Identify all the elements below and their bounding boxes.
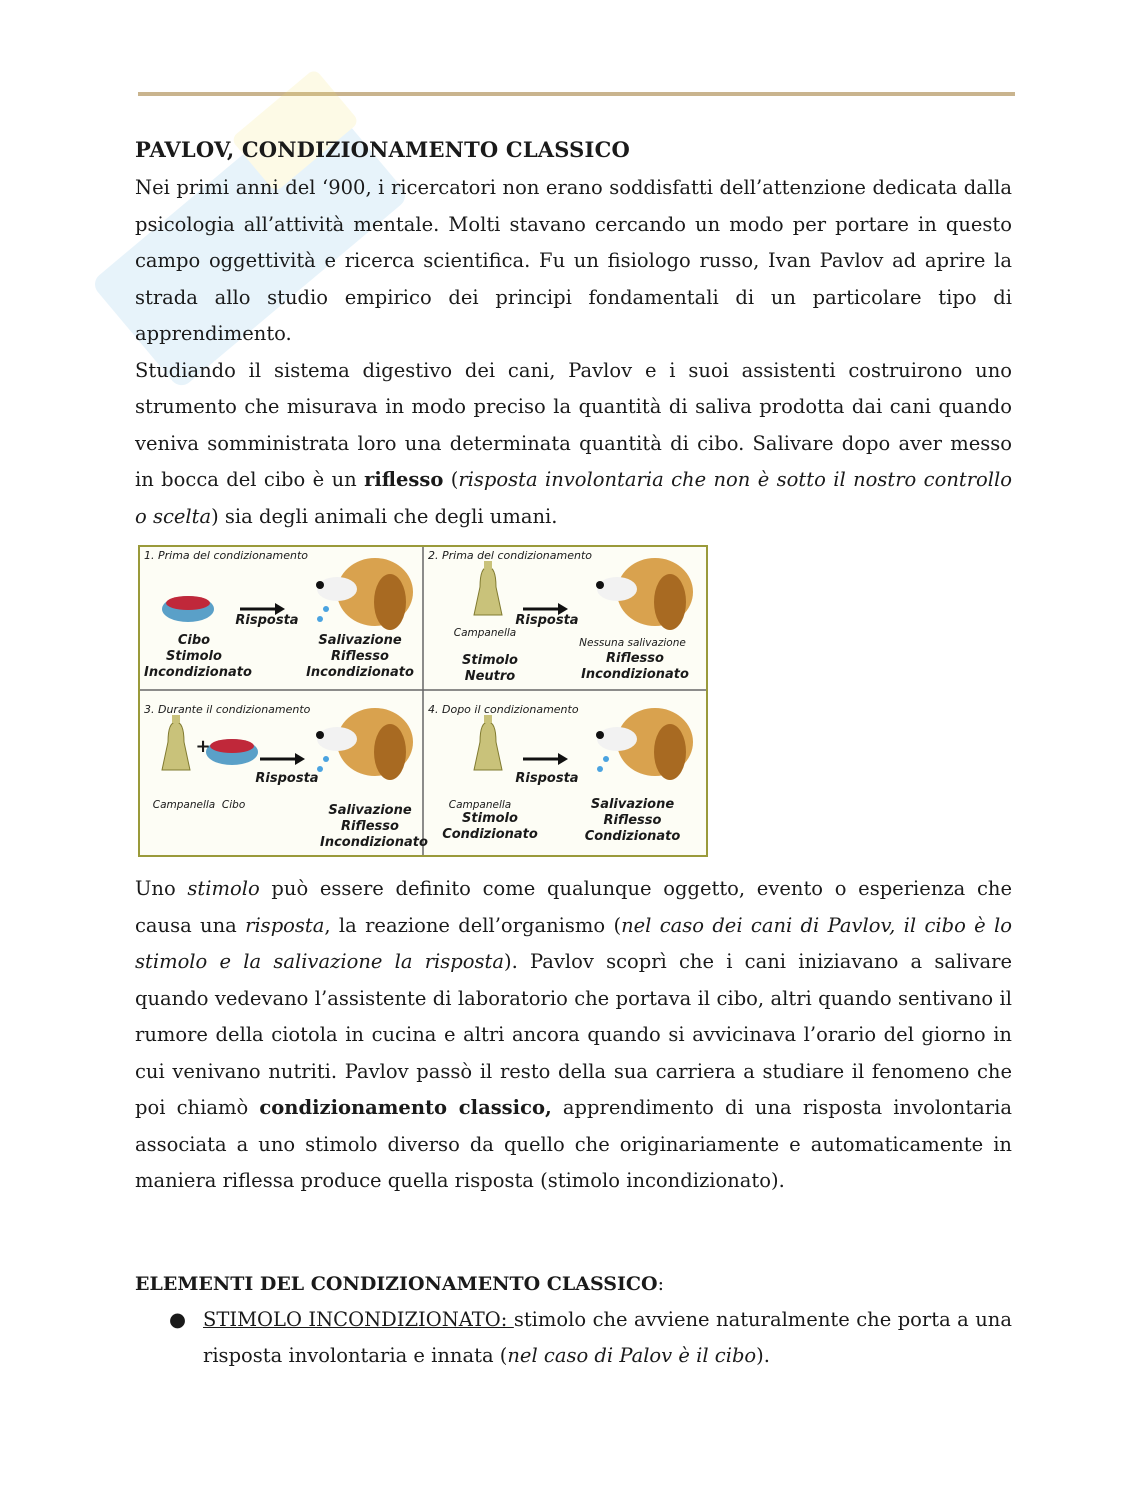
panel-2-title: 2. Prima del condizionamento [428, 549, 593, 562]
panel-1-left-label: Cibo Stimolo Incondizionato [144, 633, 252, 680]
panel-3-plus: + [195, 736, 211, 757]
section-title-elementi: ELEMENTI DEL CONDIZIONAMENTO CLASSICO: [135, 1272, 664, 1295]
paragraph-intro: Nei primi anni del ‘900, i ricercatori non erano soddisfatti dell’attenzione dedicata dalla psicologia all’attività mentale. Molti stavano cercando un modo per portare in questo campo oggettività e ricerca scientifica. Fu un fisiologo russo, Ivan Pavlov ad aprire la strada allo studio empirico dei principi fondamentali di un particolare tipo di apprendimento. [135, 176, 1012, 345]
panel-1-title: 1. Prima del condizionamento [144, 549, 309, 562]
document-body [135, 130, 1012, 1375]
panel-4-title: 4. Dopo il condizionamento [428, 703, 579, 716]
panel-4-arrow-label: Risposta [515, 771, 579, 786]
panel-2-arrow-label: Risposta [515, 613, 579, 628]
bullet-icon: ● [169, 1307, 187, 1331]
top-rule [138, 92, 1015, 96]
panel-1-right-label: Salivazione Riflesso Incondizionato [306, 633, 414, 680]
bell-icon [474, 715, 502, 770]
list-item: ● STIMOLO INCONDIZIONATO: stimolo che avviene naturalmente che porta a una risposta involontaria e innata (nel caso di Palov è il cibo). [135, 1302, 1012, 1375]
panel-3-left-label: Campanella Cibo [152, 799, 246, 811]
dog-head-icon [316, 558, 413, 630]
panel-2-right-small: Nessuna salivazione [579, 637, 686, 649]
panel-2-left-label: Stimolo Neutro [462, 653, 518, 684]
page-title: PAVLOV, CONDIZIONAMENTO CLASSICO [135, 137, 630, 162]
panel-1-arrow-label: Risposta [235, 613, 299, 628]
bell-icon [474, 561, 502, 615]
elements-list [135, 1302, 1012, 1375]
panel-2-right-label: Riflesso Incondizionato [581, 651, 689, 682]
bell-icon [162, 715, 190, 770]
term-riflesso: riflesso [364, 468, 444, 491]
dog-head-icon [596, 558, 693, 630]
panel-4-left-label: Stimolo Condizionato [442, 811, 538, 842]
panel-4-left-top: Campanella [448, 799, 512, 811]
term-condizionamento-classico: condizionamento classico, [259, 1096, 552, 1119]
dog-head-icon [316, 708, 413, 780]
pavlov-figure [138, 545, 708, 857]
dog-head-icon [596, 708, 693, 780]
paragraph-stimolo: Uno stimolo può essere definito come qualunque oggetto, evento o esperienza che causa una risposta, la reazione dell’organismo (nel caso dei cani di Pavlov, il cibo è lo stimolo e la salivazione la risposta). Pavlov scoprì che i cani iniziavano a salivare quando vedevano l’assistente di laboratorio che portava il cibo, altri quando sentivano il rumore della ciotola in cucina e altri ancora quando si avvicinava l’orario del giorno in cui venivano nutriti. Pavlov passò il resto della sua carriera a studiare il fenomeno che poi chiamò condizionamento classico, apprendimento di una risposta involontaria associata a uno stimolo diverso da quello che originariamente e automaticamente in maniera riflessa produce quella risposta (stimolo incondizionato). [135, 877, 1012, 1192]
panel-3-title: 3. Durante il condizionamento [144, 703, 311, 716]
panel-3-right-label: Salivazione Riflesso Incondizionato [320, 803, 428, 850]
paragraph-digestive: Studiando il sistema digestivo dei cani, Pavlov e i suoi assistenti costruirono uno strumento che misurava in modo preciso la quantità di saliva prodotta dai cani quando veniva somministrata loro una determinata quantità di cibo. Salivare dopo aver messo in bocca del cibo è un riflesso (risposta involontaria che non è sotto il nostro controllo o scelta) sia degli animali che degli umani. [135, 358, 1012, 528]
panel-4-right-label: Salivazione Riflesso Condizionato [584, 797, 681, 844]
panel-3-arrow-label: Risposta [255, 771, 319, 786]
panel-2-left-top: Campanella [453, 627, 517, 639]
term-stimolo-incondizionato: STIMOLO INCONDIZIONATO: [203, 1307, 514, 1331]
